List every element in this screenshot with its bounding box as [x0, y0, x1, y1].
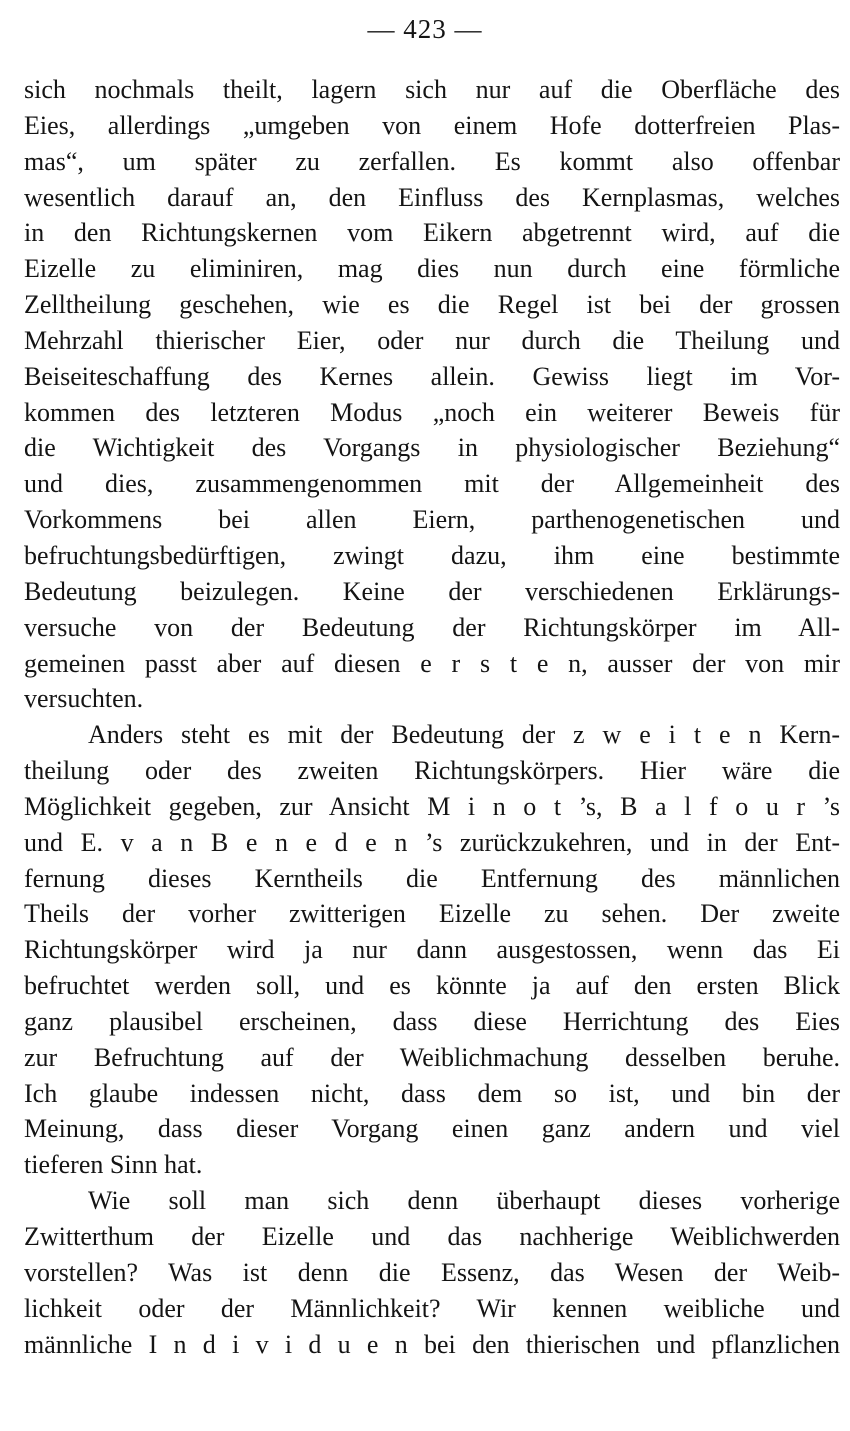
text-line: versuche von der Bedeutung der Richtungskörper im All- — [24, 612, 840, 642]
text-line: Ich glaube indessen nicht, dass dem so ist, und bin der — [24, 1078, 840, 1108]
text-line: Mehrzahl thierischer Eier, oder nur durch die Theilung und — [24, 325, 840, 355]
text-line: und E. v a n B e n e d e n ’s zurückzukehren, und in der Ent- — [24, 827, 840, 857]
page-number: — 423 — — [367, 14, 483, 44]
text-line: lichkeit oder der Männlichkeit? Wir kennen weibliche und — [24, 1293, 840, 1323]
text-line: die Wichtigkeit des Vorgangs in physiologischer Beziehung“ — [24, 433, 840, 463]
text-line: Zwitterthum der Eizelle und das nachherige Weiblichwerden — [24, 1222, 840, 1251]
paragraph-start-line: Wie soll man sich denn überhaupt dieses vorherige — [88, 1186, 840, 1216]
text-line: mas“, um später zu zerfallen. Es kommt also offenbar — [24, 146, 840, 176]
text-line: und dies, zusammengenommen mit der Allgemeinheit des — [24, 469, 840, 499]
text-line: Vorkommens bei allen Eiern, parthenogenetischen und — [24, 505, 840, 535]
text-line: kommen des letzteren Modus „noch ein weiterer Beweis für — [24, 397, 840, 427]
text-line: Meinung, dass dieser Vorgang einen ganz andern und viel — [24, 1114, 840, 1144]
text-line: Theils der vorher zwitterigen Eizelle zu sehen. Der zweite — [24, 899, 840, 929]
text-line: fernung dieses Kerntheils die Entfernung des männlichen — [24, 863, 840, 893]
text-line: gemeinen passt aber auf diesen e r s t e n, ausser der von mir — [24, 648, 840, 678]
text-line: befruchtungsbedürftigen, zwingt dazu, ihm eine bestimmte — [24, 540, 840, 570]
paragraph-end-line: versuchten. — [24, 684, 144, 714]
text-line: Beiseiteschaffung des Kernes allein. Gewiss liegt im Vor- — [24, 361, 840, 391]
text-line: Eies, allerdings „umgeben von einem Hofe dotterfreien Plas- — [24, 110, 840, 140]
paragraph-end-line: tieferen Sinn hat. — [24, 1150, 203, 1180]
text-line: ganz plausibel erscheinen, dass diese Herrichtung des Eies — [24, 1006, 840, 1036]
body-text — [24, 72, 840, 1362]
text-line: Eizelle zu eliminiren, mag dies nun durch eine förmliche — [24, 254, 840, 284]
text-line: Zelltheilung geschehen, wie es die Regel ist bei der grossen — [24, 290, 840, 320]
text-line: in den Richtungskernen vom Eikern abgetrennt wird, auf die — [24, 218, 840, 248]
text-line: sich nochmals theilt, lagern sich nur auf die Oberfläche des — [24, 75, 840, 104]
text-line: wesentlich darauf an, den Einfluss des Kernplasmas, welches — [24, 182, 840, 212]
text-line: theilung oder des zweiten Richtungskörpers. Hier wäre die — [24, 756, 840, 786]
text-line: Bedeutung beizulegen. Keine der verschiedenen Erklärungs- — [24, 576, 840, 606]
text-line: männliche I n d i v i d u e n bei den thierischen und pflanzlichen — [24, 1329, 840, 1359]
text-line: Richtungskörper wird ja nur dann ausgestossen, wenn das Ei — [24, 935, 840, 965]
text-line: Möglichkeit gegeben, zur Ansicht M i n o t ’s, B a l f o u r ’s — [24, 791, 840, 821]
text-line: vorstellen? Was ist denn die Essenz, das Wesen der Weib- — [24, 1257, 840, 1287]
text-line: zur Befruchtung auf der Weiblichmachung desselben beruhe. — [24, 1042, 840, 1072]
text-line: befruchtet werden soll, und es könnte ja auf den ersten Blick — [24, 971, 840, 1001]
paragraph-start-line: Anders steht es mit der Bedeutung der z w e i t e n Kern- — [88, 720, 840, 750]
